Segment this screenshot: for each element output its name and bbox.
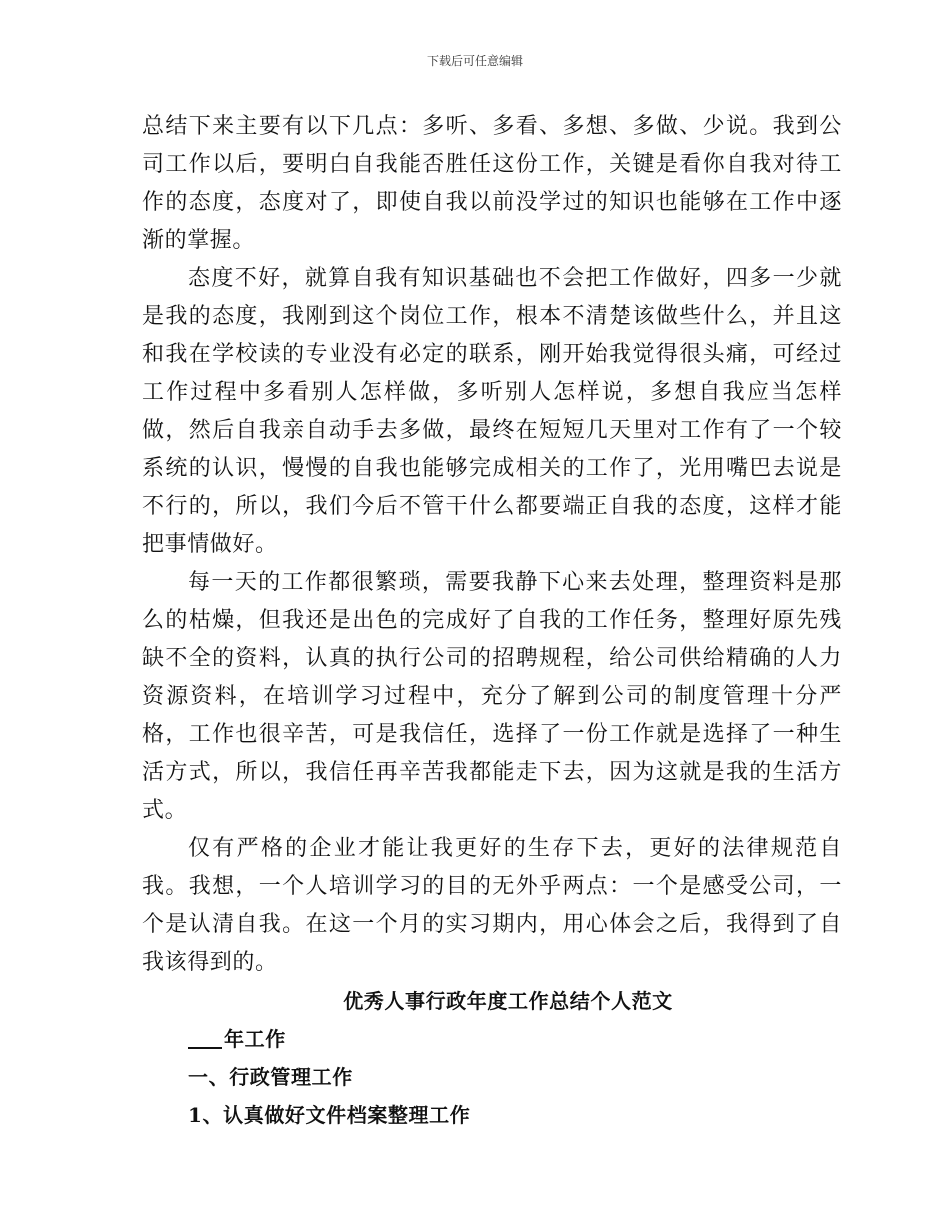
page-header-note: 下载后可任意编辑: [426, 54, 523, 68]
heading-file-archive: 1、认真做好文件档案整理工作: [188, 1103, 471, 1127]
document-body: [142, 108, 842, 1134]
heading-year: [142, 1020, 842, 1058]
paragraph-4: 仅有严格的企业才能让我更好的生存下去，更好的法律规范自我。我想，一个人培训学习的目的无外乎两点：一个是感受公司，一个是认清自我。在这一个月的实习期内，用心体会之后，我得到了自我该得到的。: [142, 836, 842, 975]
paragraph-2: 态度不好，就算自我有知识基础也不会把工作做好，四多一少就是我的态度，我刚到这个岗位工作，根本不清楚该做些什么，并且这和我在学校读的专业没有必定的联系，刚开始我觉得很头痛，可经过工作过程中多看别人怎样做，多听别人怎样说，多想自我应当怎样做，然后自我亲自动手去多做，最终在短短几天里对工作有了一个较系统的认识，慢慢的自我也能够完成相关的工作了，光用嘴巴去说是不行的，所以，我们今后不管干什么都要端正自我的态度，这样才能把事情做好。: [142, 266, 842, 557]
heading-year-label: 年工作: [224, 1027, 286, 1051]
paragraph-1: 总结下来主要有以下几点：多听、多看、多想、多做、少说。我到公司工作以后，要明白自我能否胜任这份工作，关键是看你自我对待工作的态度，态度对了，即使自我以前没学过的知识也能够在工作中逐渐的掌握。: [142, 114, 842, 253]
paragraph-3: 每一天的工作都很繁琐，需要我静下心来去处理，整理资料是那么的枯燥，但我还是出色的完成好了自我的工作任务，整理好原先残缺不全的资料，认真的执行公司的招聘规程，给公司供给精确的人力资源资料，在培训学习过程中，充分了解到公司的制度管理十分严格，工作也很辛苦，可是我信任，选择了一份工作就是选择了一种生活方式，所以，我信任再辛苦我都能走下去，因为这就是我的生活方式。: [142, 570, 842, 823]
section-title: 优秀人事行政年度工作总结个人范文: [343, 989, 673, 1013]
heading-admin-management: 一、行政管理工作: [188, 1065, 353, 1089]
year-blank-line: [188, 1025, 222, 1049]
